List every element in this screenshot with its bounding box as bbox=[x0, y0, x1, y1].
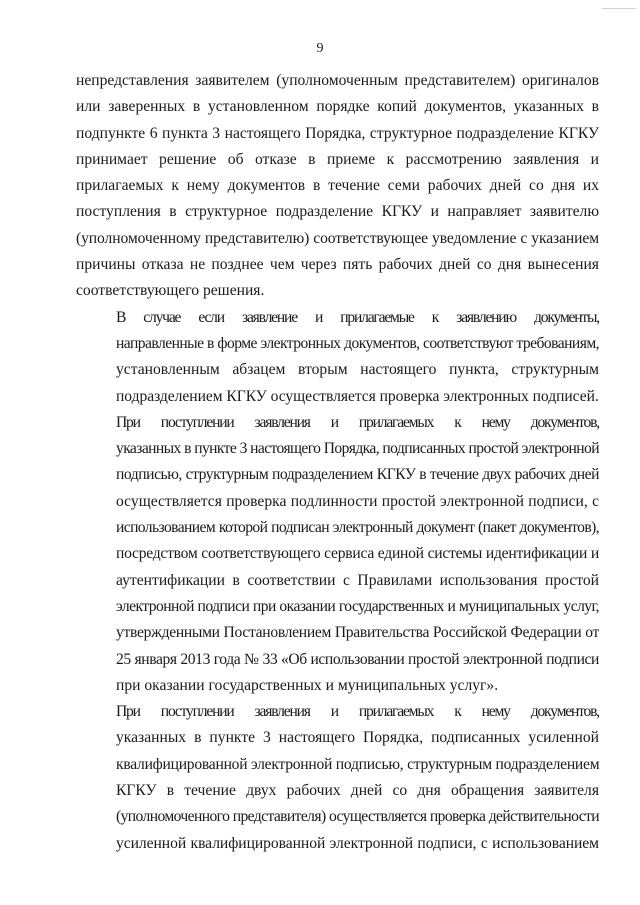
text-line: 25 января 2013 года № 33 «Об использовании простой электронной подписи bbox=[116, 650, 599, 668]
text-line: При поступлении заявления и прилагаемых к нему документов, bbox=[116, 413, 599, 431]
scan-edge-mark bbox=[602, 8, 636, 11]
text-line: указанных в пункте 3 настоящего Порядка, подписанных усиленной bbox=[116, 729, 599, 747]
page-number: 9 bbox=[316, 41, 324, 56]
text-line: В случае если заявление и прилагаемые к заявлению документы, bbox=[116, 308, 599, 326]
text-line: причины отказа не позднее чем через пять рабочих дней со дня вынесения bbox=[76, 256, 599, 274]
text-line: квалифицированной электронной подписью, структурным подразделением bbox=[116, 755, 600, 773]
paragraph bbox=[76, 68, 599, 305]
text-line: указанных в пункте 3 настоящего Порядка, подписанных простой электронной bbox=[116, 440, 599, 458]
text-line: при оказании государственных и муниципальных услуг». bbox=[116, 676, 499, 694]
paragraph bbox=[76, 305, 599, 410]
document-body bbox=[76, 68, 599, 857]
text-line: подпункте 6 пункта 3 настоящего Порядка, структурное подразделение КГКУ bbox=[76, 124, 599, 142]
text-line: или заверенных в установленном порядке копий документов, указанных в bbox=[76, 98, 599, 116]
text-line: установленным абзацем вторым настоящего пункта, структурным bbox=[116, 361, 599, 379]
text-line: подразделением КГКУ осуществляется проверка электронных подписей. bbox=[116, 387, 599, 405]
text-line: (уполномоченному представителю) соответствующее уведомление с указанием bbox=[76, 229, 599, 247]
paragraph bbox=[76, 699, 599, 857]
text-line: аутентификации в соответствии с Правилами использования простой bbox=[116, 571, 599, 589]
text-line: принимает решение об отказе в приеме к рассмотрению заявления и bbox=[76, 150, 599, 168]
text-line: направленные в форме электронных документов, соответствуют требованиям, bbox=[116, 334, 599, 352]
text-line: утвержденными Постановлением Правительства Российской Федерации от bbox=[116, 624, 599, 642]
text-line: осуществляется проверка подлинности простой электронной подписи, с bbox=[116, 492, 599, 510]
text-line: использованием которой подписан электронный документ (пакет документов), bbox=[116, 519, 599, 537]
paragraph bbox=[76, 410, 599, 699]
text-line: электронной подписи при оказании государственных и муниципальных услуг, bbox=[116, 597, 599, 615]
text-line: соответствующего решения. bbox=[76, 282, 265, 300]
text-line: усиленной квалифицированной электронной подписи, с использованием bbox=[116, 834, 599, 852]
text-line: поступления в структурное подразделение КГКУ и направляет заявителю bbox=[76, 203, 599, 221]
text-line: КГКУ в течение двух рабочих дней со дня обращения заявителя bbox=[116, 782, 599, 800]
text-line: (уполномоченного представителя) осуществляется проверка действительности bbox=[116, 808, 599, 826]
text-line: непредставления заявителем (уполномоченным представителем) оригиналов bbox=[76, 72, 599, 89]
text-line: При поступлении заявления и прилагаемых к нему документов, bbox=[116, 703, 599, 721]
text-line: подписью, структурным подразделением КГКУ в течение двух рабочих дней bbox=[116, 466, 599, 484]
text-line: посредством соответствующего сервиса единой системы идентификации и bbox=[116, 545, 599, 563]
text-line: прилагаемых к нему документов в течение семи рабочих дней со дня их bbox=[76, 177, 599, 195]
